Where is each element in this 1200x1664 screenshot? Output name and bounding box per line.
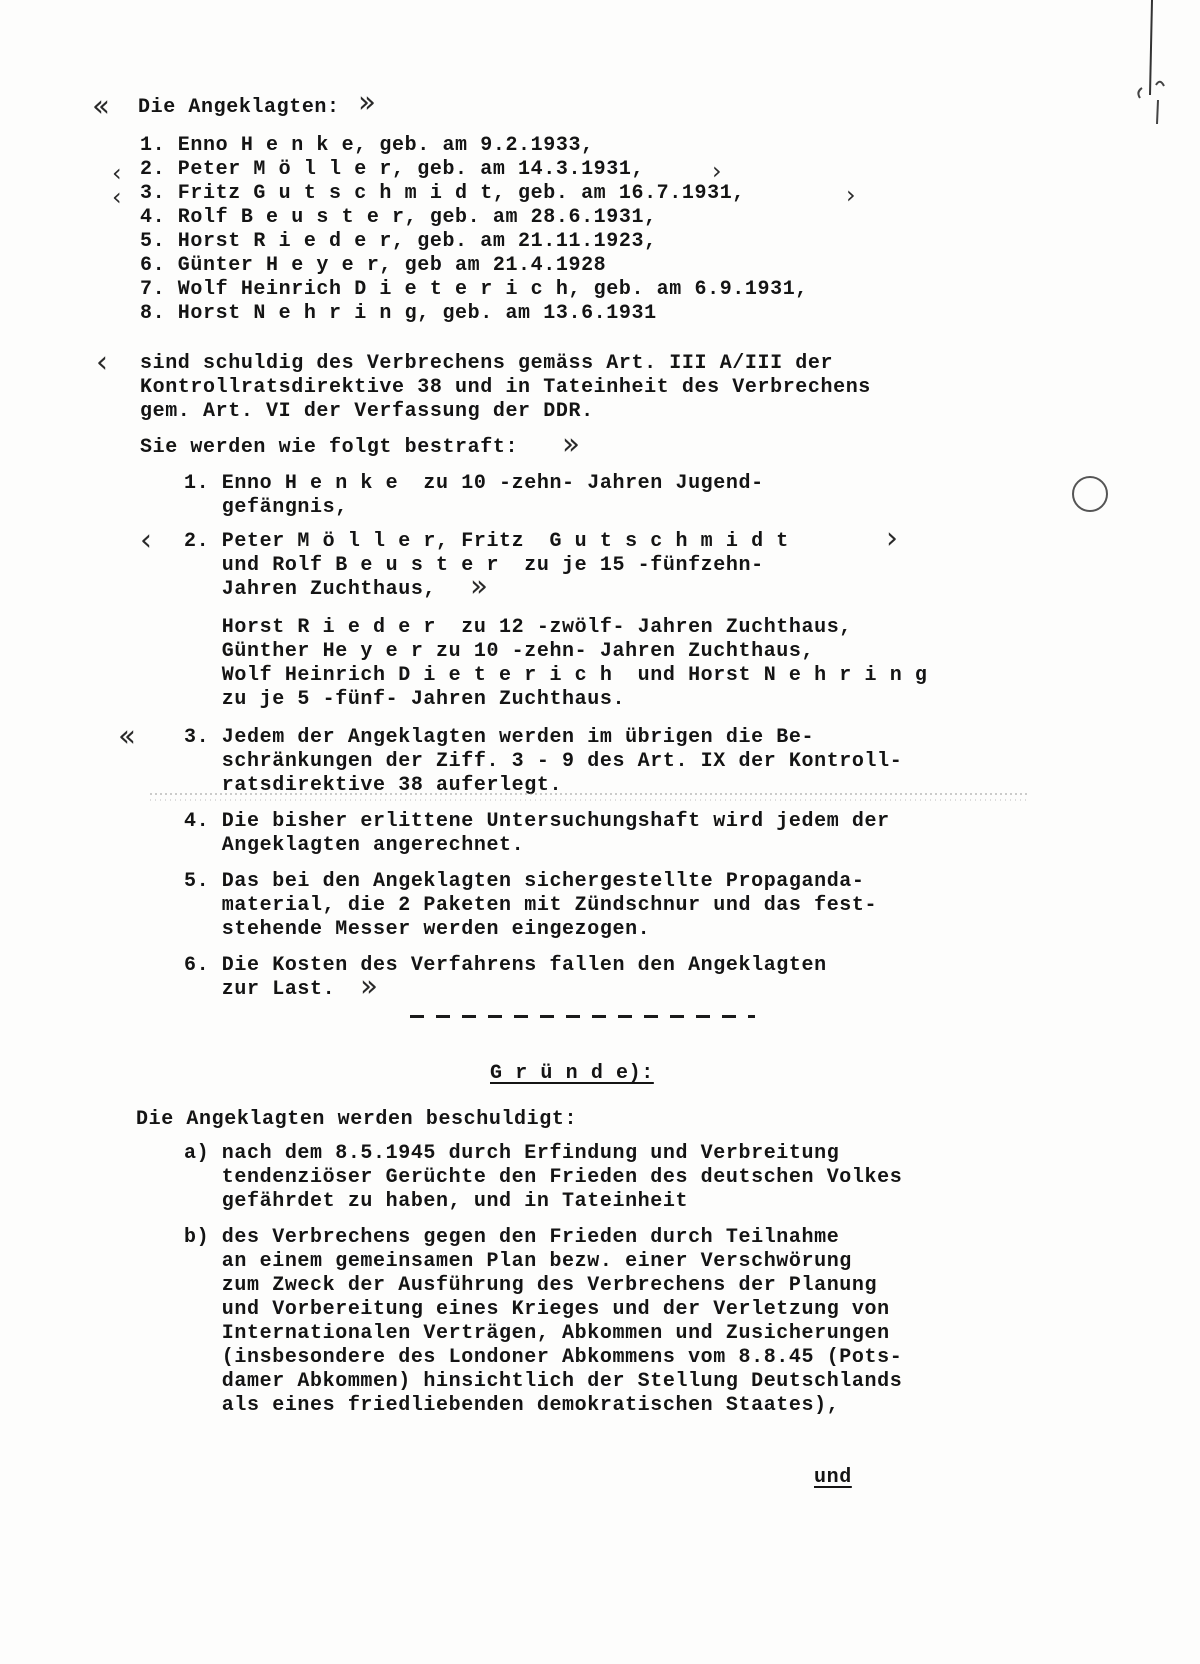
sentence-2e: Günther He y e r zu 10 -zehn- Jahren Zuchthaus, [184,640,815,663]
close-bracket-mark: ›› [358,85,370,120]
guilt-line-3: gem. Art. VI der Verfassung der DDR. [140,400,594,423]
charge-a-3: gefährdet zu haben, und in Tateinheit [184,1190,689,1213]
defendant-7: 7. Wolf Heinrich D i e t e r i c h, geb. am 6.9.1931, [140,278,808,301]
defendants-header: Die Angeklagten: [138,96,340,119]
margin-circle-icon [1072,476,1108,512]
close-bracket-mark: ›› [470,569,482,604]
sentence-3b: schränkungen der Ziff. 3 - 9 des Art. IX der Kontroll- [184,750,903,773]
charge-a-1: a) nach dem 8.5.1945 durch Erfindung und Verbreitung [184,1142,840,1165]
close-bracket-mark: › [886,521,892,556]
sentence-1b: gefängnis, [184,496,348,519]
sentence-2c: Jahren Zuchthaus, [184,578,437,601]
charge-a-2: tendenziöser Gerüchte den Frieden des deutschen Volkes [184,1166,903,1189]
sentence-5c: stehende Messer werden eingezogen. [184,918,651,941]
sentence-2d: Horst R i e d e r zu 12 -zwölf- Jahren Zuchthaus, [184,616,852,639]
guilt-line-2: Kontrollratsdirektive 38 und in Tateinheit des Verbrechens [140,376,871,399]
sentence-2f: Wolf Heinrich D i e t e r i c h und Horst N e h r i n g [184,664,928,687]
charge-b-4: und Vorbereitung eines Krieges und der Verletzung von [184,1298,890,1321]
charge-b-6: (insbesondere des Londoner Abkommens vom 8.8.45 (Pots- [184,1346,903,1369]
defendant-6: 6. Günter H e y e r, geb am 21.4.1928 [140,254,607,277]
sentence-6b: zur Last. [184,978,336,1001]
defendant-3: 3. Fritz G u t s c h m i d t, geb. am 16.7.1931, [140,182,745,205]
defendant-8: 8. Horst N e h r i n g, geb. am 13.6.1931 [140,302,657,325]
guilt-line-1: sind schuldig des Verbrechens gemäss Art. III A/III der [140,352,834,375]
catchword: und [814,1466,852,1489]
section-divider [410,1015,755,1018]
charge-b-3: zum Zweck der Ausführung des Verbrechens der Planung [184,1274,878,1297]
open-bracket-mark: ‹‹ [118,719,130,754]
sentence-3c: ratsdirektive 38 auferlegt. [184,774,563,797]
sentence-3a: 3. Jedem der Angeklagten werden im übrigen die Be- [184,726,815,749]
sentence-4b: Angeklagten angerechnet. [184,834,525,857]
charge-b-1: b) des Verbrechens gegen den Frieden durch Teilnahme [184,1226,840,1249]
close-bracket-mark: › [712,157,718,185]
charge-b-5: Internationalen Verträgen, Abkommen und Zusicherungen [184,1322,890,1345]
open-bracket-mark: ‹ [140,523,146,558]
open-bracket-mark: ‹ [96,345,102,380]
defendant-2: 2. Peter M ö l l e r, geb. am 14.3.1931, [140,158,645,181]
sentence-intro: Sie werden wie folgt bestraft: [140,436,519,459]
charge-b-7: damer Abkommen) hinsichtlich der Stellung Deutschlands [184,1370,903,1393]
sentence-5a: 5. Das bei den Angeklagten sichergestellte Propaganda- [184,870,865,893]
open-bracket-mark: ‹‹ [92,89,104,124]
open-bracket-mark: ‹ [112,183,118,211]
sentence-2a: 2. Peter M ö l l e r, Fritz G u t s c h m i d t [184,530,789,553]
charge-b-2: an einem gemeinsamen Plan bezw. einer Verschwörung [184,1250,852,1273]
sentence-2g: zu je 5 -fünf- Jahren Zuchthaus. [184,688,626,711]
sentence-2b: und Rolf B e u s t e r zu je 15 -fünfzehn- [184,554,764,577]
defendant-5: 5. Horst R i e d e r, geb. am 21.11.1923, [140,230,657,253]
open-bracket-mark: ‹ [112,159,118,187]
sentence-5b: material, die 2 Paketen mit Zündschnur und das fest- [184,894,878,917]
defendant-1: 1. Enno H e n k e, geb. am 9.2.1933, [140,134,594,157]
charge-b-8: als eines friedliebenden demokratischen Staates), [184,1394,840,1417]
sentence-4a: 4. Die bisher erlittene Untersuchungshaft wird jedem der [184,810,890,833]
charges-intro: Die Angeklagten werden beschuldigt: [136,1108,578,1131]
close-bracket-mark: ›› [562,427,574,462]
grounds-heading: G r ü n d e): [490,1062,654,1085]
sentence-1a: 1. Enno H e n k e zu 10 -zehn- Jahren Jugend- [184,472,764,495]
close-bracket-mark: ›› [360,969,372,1004]
defendant-4: 4. Rolf B e u s t e r, geb. am 28.6.1931, [140,206,657,229]
sentence-6a: 6. Die Kosten des Verfahrens fallen den Angeklagten [184,954,827,977]
close-bracket-mark: › [846,181,852,209]
margin-scribble-icon [1120,0,1200,130]
